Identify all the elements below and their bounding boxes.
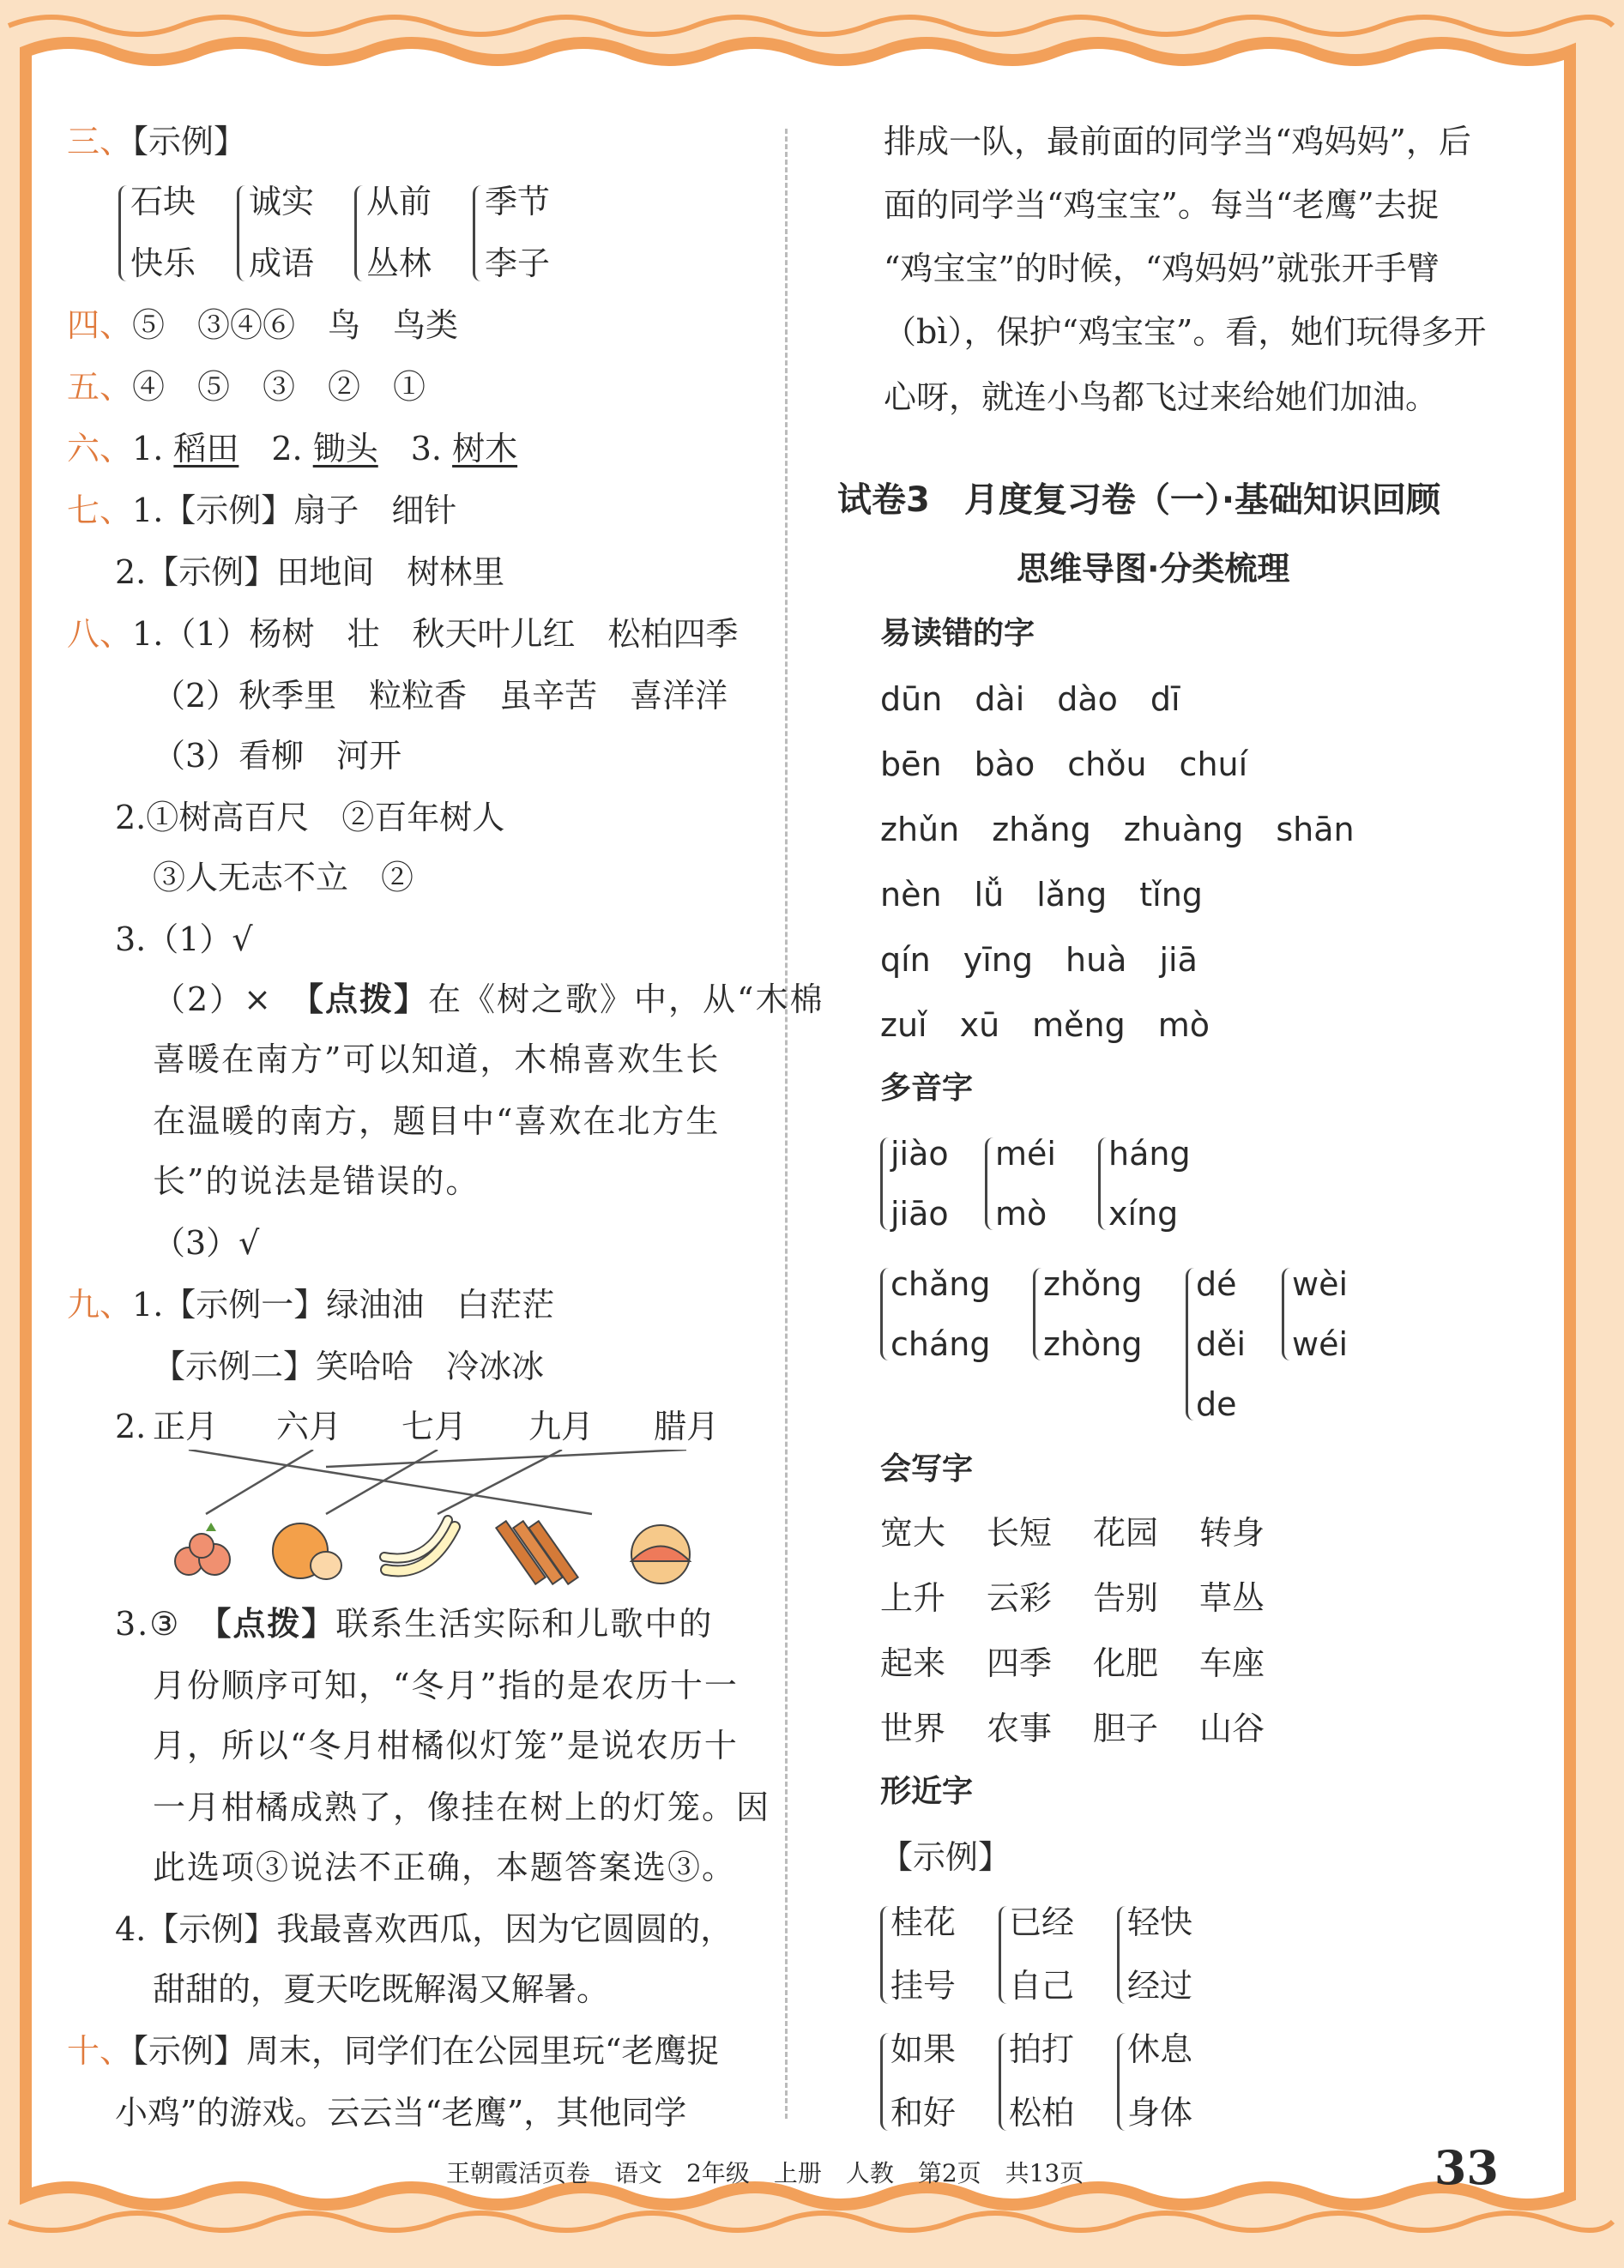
xingjin-word: 轻快 (1127, 1903, 1193, 1941)
huixie-word: 转身 (1199, 1514, 1265, 1552)
continued-text: “鸡宝宝”的时候，“鸡妈妈”就张开手臂 (884, 250, 1440, 287)
huixie-word: 宽大 (880, 1514, 946, 1552)
huixie-word: 花园 (1093, 1514, 1159, 1552)
heading-yidu: 易读错的字 (880, 616, 1035, 651)
xingjin-word: 已经 (1009, 1903, 1075, 1941)
section-5: 五、④ ⑤ ③ ② ① (67, 368, 426, 406)
pinyin-row: nèn lǚ lǎng tǐng (880, 876, 1203, 914)
continued-text: 排成一队，最前面的同学当“鸡妈妈”，后 (884, 123, 1471, 160)
huixie-word: 四季 (987, 1644, 1053, 1682)
xingjin-word: 桂花 (890, 1903, 957, 1941)
section-8-line3: （3）看柳 河开 (153, 737, 402, 775)
section-7: 七、1.【示例】扇子 细针 (67, 492, 457, 529)
banana-icon (384, 1520, 455, 1571)
section-8-line4: 2.①树高百尺 ②百年树人 (115, 799, 505, 836)
heading-xingjin: 形近字 (880, 1774, 974, 1809)
sugarcane-icon (496, 1521, 577, 1584)
duoyin-reading: chǎng (890, 1265, 991, 1303)
section-6: 六、1. 稻田 2. 锄头 3. 树木 (67, 430, 518, 467)
section-8-line10: 长”的说法是错误的。 (153, 1162, 480, 1200)
section-8: 八、1.（1）杨树 壮 秋天叶儿红 松柏四季 (67, 615, 739, 653)
pinyin-row: zuǐ xū měng mò (880, 1006, 1210, 1044)
section-7-line2: 2.【示例】田地间 树林里 (115, 553, 505, 591)
huixie-word: 山谷 (1199, 1710, 1265, 1747)
section-10: 十、【示例】周末，同学们在公园里玩“老鹰捉 (67, 2032, 720, 2070)
xingjin-word: 休息 (1127, 2030, 1193, 2068)
month-label: 正月 (153, 1408, 219, 1445)
duoyin-reading: wéi (1292, 1325, 1349, 1363)
duoyin-reading: děi (1196, 1325, 1247, 1363)
xingjin-word: 拍打 (1009, 2030, 1075, 2068)
section-9: 九、1.【示例一】绿油油 白茫茫 (67, 1286, 555, 1324)
duoyin-reading: méi (995, 1135, 1056, 1173)
section-10-line2: 小鸡”的游戏。云云当“老鹰”，其他同学 (115, 2094, 687, 2132)
pair-word: 李子 (485, 244, 551, 282)
month-label: 六月 (276, 1408, 342, 1445)
huixie-word: 长短 (987, 1514, 1053, 1552)
matching-lines (189, 1450, 686, 1514)
continued-text: 面的同学当“鸡宝宝”。每当“老鹰”去捉 (884, 186, 1440, 224)
section-8-line11: （3）√ (153, 1224, 260, 1262)
heading-huixie: 会写字 (880, 1451, 974, 1487)
pair-word: 季节 (485, 183, 551, 220)
pair-word: 丛林 (366, 244, 432, 282)
huixie-word: 告别 (1093, 1579, 1159, 1617)
section-8-line2: （2）秋季里 粒粒香 虽辛苦 喜洋洋 (153, 677, 728, 715)
page-number: 33 (1434, 2140, 1499, 2195)
section-8-line8: 喜暖在南方”可以知道，木棉喜欢生长 (153, 1041, 721, 1078)
huixie-word: 云彩 (987, 1579, 1053, 1617)
huixie-word: 上升 (880, 1579, 946, 1617)
exam-title: 试卷3 月度复习卷（一）·基础知识回顾 (837, 480, 1441, 520)
pair-word: 石块 (130, 183, 196, 220)
duoyin-reading: jiāo (890, 1195, 949, 1233)
pair-word: 从前 (366, 183, 432, 220)
huixie-word: 起来 (880, 1644, 946, 1682)
strawberry-icon (175, 1523, 230, 1575)
duoyin-reading: jiào (890, 1135, 949, 1173)
continued-text: 心呀，就连小鸟都飞过来给她们加油。 (884, 378, 1439, 416)
huixie-word: 农事 (987, 1710, 1053, 1747)
huixie-word: 世界 (880, 1710, 946, 1747)
xingjin-word: 经过 (1127, 1967, 1193, 2005)
column-divider (785, 129, 788, 2119)
duoyin-reading: xíng (1108, 1195, 1179, 1233)
huixie-word: 化肥 (1093, 1644, 1159, 1682)
duoyin-reading: wèi (1292, 1265, 1349, 1303)
section-9-line5: 月，所以“冬月柑橘似灯笼”是说农历十 (153, 1727, 739, 1764)
xingjin-word: 松柏 (1009, 2094, 1075, 2132)
month-label: 腊月 (654, 1408, 720, 1445)
xingjin-example: 【示例】 (880, 1838, 1011, 1876)
month-fruit-matching (154, 1450, 721, 1595)
pair-word: 成语 (249, 244, 315, 282)
xingjin-word: 挂号 (890, 1967, 957, 2005)
duoyin-reading: zhòng (1043, 1325, 1143, 1363)
huixie-word: 车座 (1199, 1644, 1265, 1682)
section-9-line8: 4.【示例】我最喜欢西瓜，因为它圆圆的， (115, 1910, 734, 1948)
section-9-line2: 【示例二】笑哈哈 冷冰冰 (153, 1348, 545, 1385)
pair-word: 诚实 (249, 183, 315, 220)
section-3: 三、【示例】 (67, 123, 247, 160)
duoyin-reading: de (1196, 1385, 1237, 1423)
duoyin-reading: háng (1108, 1135, 1191, 1173)
exam-subtitle: 思维导图·分类梳理 (1017, 550, 1290, 588)
duoyin-reading: mò (995, 1195, 1047, 1233)
section-8-line7: （2）× 【点拨】在《树之歌》中，从“木棉 (153, 980, 824, 1018)
xingjin-word: 如果 (890, 2030, 957, 2068)
continued-text: （bì），保护“鸡宝宝”。看，她们玩得多开 (884, 313, 1487, 351)
footer-text: 王朝霞活页卷 语文 2年级 上册 人教 第2页 共13页 (446, 2159, 1084, 2187)
month-label: 九月 (528, 1408, 595, 1445)
orange-icon (273, 1523, 341, 1579)
watermelon-icon (631, 1525, 690, 1583)
duoyin-reading: dé (1196, 1265, 1237, 1303)
xingjin-word: 自己 (1009, 1967, 1075, 2005)
duoyin-reading: zhǒng (1043, 1265, 1143, 1303)
pinyin-row: zhǔn zhǎng zhuàng shān (880, 811, 1355, 848)
duoyin-reading: cháng (890, 1325, 991, 1363)
xingjin-word: 和好 (890, 2094, 957, 2132)
section-9-line3: 3.③ 【点拨】联系生活实际和儿歌中的 (115, 1605, 714, 1643)
month-label: 七月 (401, 1408, 468, 1445)
section-4: 四、⑤ ③④⑥ 鸟 鸟类 (67, 306, 459, 344)
section-8-line6: 3.（1）√ (115, 920, 253, 958)
heading-duoyin: 多音字 (880, 1071, 974, 1106)
pinyin-row: bēn bào chǒu chuí (880, 745, 1248, 783)
huixie-word: 草丛 (1199, 1579, 1265, 1617)
xingjin-word: 身体 (1127, 2094, 1193, 2132)
section-8-line9: 在温暖的南方，题目中“喜欢在北方生 (153, 1102, 721, 1140)
huixie-word: 胆子 (1093, 1710, 1159, 1747)
section-8-line5: ③人无志不立 ② (153, 859, 414, 896)
section-9-line4: 月份顺序可知，“冬月”指的是农历十一 (153, 1667, 739, 1704)
pinyin-row: dūn dài dào dī (880, 680, 1180, 718)
section-9-line7: 此选项③说法不正确，本题答案选③。 (153, 1849, 737, 1886)
section-9-line6: 一月柑橘成熟了，像挂在树上的灯笼。因 (153, 1788, 771, 1826)
months-prefix: 2. (115, 1408, 147, 1445)
pair-word: 快乐 (130, 244, 196, 282)
pinyin-row: qín yīng huà jiā (880, 941, 1198, 979)
section-9-line9: 甜甜的，夏天吃既解渴又解暑。 (153, 1970, 610, 2008)
